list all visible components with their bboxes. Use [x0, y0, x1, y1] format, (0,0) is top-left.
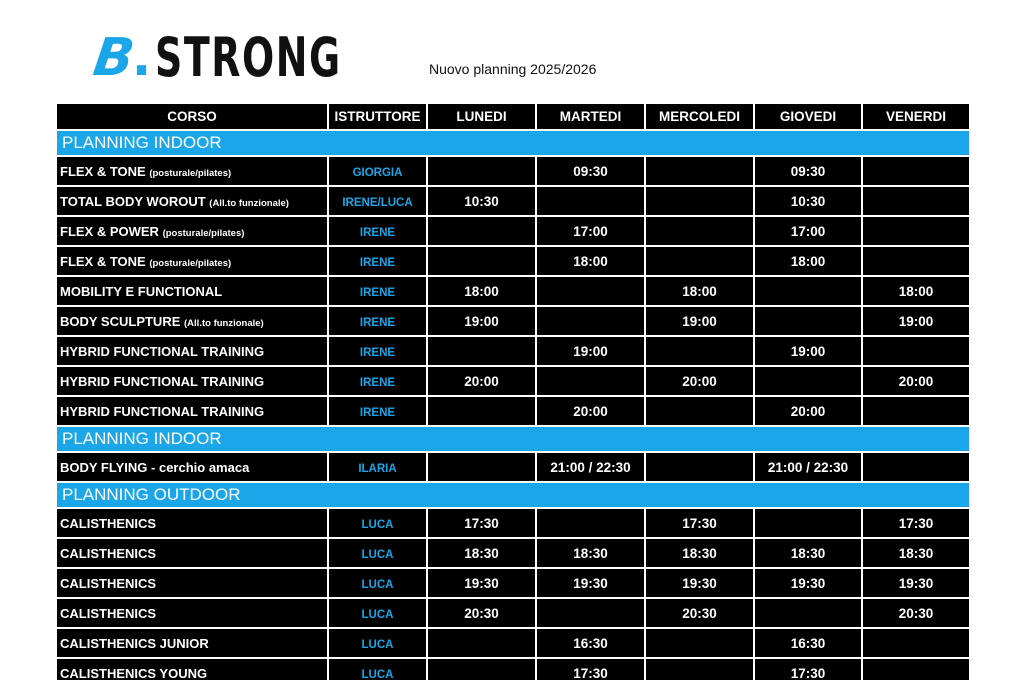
time-cell: 19:30 [536, 568, 645, 598]
time-cell: 17:30 [427, 508, 536, 538]
instructor-cell: LUCA [328, 568, 427, 598]
course-name: CALISTHENICS JUNIOR [60, 635, 209, 651]
time-cell [862, 658, 970, 680]
header-martedi: MARTEDI [536, 103, 645, 130]
instructor-cell: LUCA [328, 598, 427, 628]
table-row [56, 186, 970, 216]
time-cell: 19:30 [754, 568, 862, 598]
instructor-cell: IRENE [328, 396, 427, 426]
time-cell: 10:30 [427, 186, 536, 216]
time-cell [645, 658, 754, 680]
course-cell [56, 598, 328, 628]
time-cell: 17:30 [536, 658, 645, 680]
time-cell [536, 508, 645, 538]
time-cell: 21:00 / 22:30 [536, 452, 645, 482]
time-cell: 20:00 [754, 396, 862, 426]
time-cell [862, 216, 970, 246]
time-cell: 20:00 [427, 366, 536, 396]
time-cell: 16:30 [754, 628, 862, 658]
time-cell: 17:30 [645, 508, 754, 538]
time-cell [645, 156, 754, 186]
table-row [56, 336, 970, 366]
logo-b: B [89, 28, 136, 88]
time-cell [427, 628, 536, 658]
table-row [56, 396, 970, 426]
time-cell: 20:00 [862, 366, 970, 396]
header-venerdi: VENERDI [862, 103, 970, 130]
time-cell [427, 216, 536, 246]
course-cell [56, 538, 328, 568]
table-row [56, 598, 970, 628]
header-mercoledi: MERCOLEDI [645, 103, 754, 130]
time-cell: 19:00 [754, 336, 862, 366]
time-cell [427, 336, 536, 366]
time-cell [427, 396, 536, 426]
table-row [56, 538, 970, 568]
schedule-table [55, 102, 971, 680]
instructor-cell: IRENE/LUCA [328, 186, 427, 216]
time-cell: 18:00 [427, 276, 536, 306]
time-cell [862, 186, 970, 216]
time-cell: 18:30 [862, 538, 970, 568]
page-subtitle: Nuovo planning 2025/2026 [429, 61, 597, 77]
course-cell [56, 568, 328, 598]
instructor-cell: GIORGIA [328, 156, 427, 186]
course-cell [56, 628, 328, 658]
course-name: CALISTHENICS [60, 545, 157, 561]
header-istruttore: ISTRUTTORE [328, 103, 427, 130]
course-cell [56, 396, 328, 426]
time-cell: 18:00 [645, 276, 754, 306]
time-cell: 16:30 [536, 628, 645, 658]
time-cell: 20:30 [645, 598, 754, 628]
time-cell: 20:30 [427, 598, 536, 628]
time-cell: 18:00 [536, 246, 645, 276]
time-cell [645, 216, 754, 246]
instructor-cell: LUCA [328, 628, 427, 658]
course-cell [56, 216, 328, 246]
time-cell [862, 396, 970, 426]
time-cell [645, 186, 754, 216]
course-name: BODY FLYING - cerchio amaca [60, 459, 250, 475]
time-cell: 19:30 [645, 568, 754, 598]
time-cell: 19:00 [862, 306, 970, 336]
course-name: BODY SCULPTURE [60, 313, 181, 329]
course-name: CALISTHENICS [60, 515, 157, 531]
time-cell: 10:30 [754, 186, 862, 216]
time-cell: 17:00 [536, 216, 645, 246]
table-row [56, 658, 970, 680]
time-cell: 19:00 [645, 306, 754, 336]
course-name: FLEX & TONE [60, 253, 146, 269]
header-lunedi: LUNEDI [427, 103, 536, 130]
course-name: MOBILITY E FUNCTIONAL [60, 283, 223, 299]
table-row [56, 246, 970, 276]
time-cell: 17:30 [754, 658, 862, 680]
instructor-cell: IRENE [328, 336, 427, 366]
time-cell: 19:30 [862, 568, 970, 598]
time-cell [427, 452, 536, 482]
time-cell [536, 598, 645, 628]
schedule-body [56, 130, 970, 680]
header-corso: CORSO [56, 103, 328, 130]
time-cell [536, 306, 645, 336]
instructor-cell: IRENE [328, 216, 427, 246]
instructor-cell: LUCA [328, 508, 427, 538]
course-name: FLEX & TONE [60, 163, 146, 179]
time-cell: 19:30 [427, 568, 536, 598]
header-row [56, 103, 970, 130]
course-name: CALISTHENICS [60, 605, 157, 621]
table-row [56, 568, 970, 598]
time-cell [754, 306, 862, 336]
course-cell [56, 508, 328, 538]
time-cell: 20:00 [645, 366, 754, 396]
course-cell [56, 276, 328, 306]
table-row [56, 216, 970, 246]
time-cell [862, 246, 970, 276]
course-cell [56, 366, 328, 396]
course-note: (posturale/pilates) [149, 257, 232, 269]
course-cell [56, 336, 328, 366]
course-note: (All.to funzionale) [209, 197, 289, 209]
course-cell [56, 658, 328, 680]
table-row [56, 628, 970, 658]
instructor-cell: ILARIA [328, 452, 427, 482]
section-title: PLANNING OUTDOOR [56, 482, 970, 508]
course-name: FLEX & POWER [60, 223, 159, 239]
course-name: TOTAL BODY WOROUT [60, 193, 206, 209]
course-cell [56, 186, 328, 216]
time-cell [754, 508, 862, 538]
course-name: CALISTHENICS [60, 575, 157, 591]
time-cell: 18:00 [754, 246, 862, 276]
time-cell [862, 628, 970, 658]
section-title: PLANNING INDOOR [56, 426, 970, 452]
section-title: PLANNING INDOOR [56, 130, 970, 156]
time-cell [427, 156, 536, 186]
instructor-cell: IRENE [328, 366, 427, 396]
table-row [56, 452, 970, 482]
time-cell: 18:30 [645, 538, 754, 568]
course-cell [56, 306, 328, 336]
time-cell [536, 276, 645, 306]
time-cell [427, 246, 536, 276]
time-cell [645, 452, 754, 482]
instructor-cell: IRENE [328, 306, 427, 336]
logo-dot: . [131, 28, 152, 88]
course-cell [56, 246, 328, 276]
time-cell: 17:30 [862, 508, 970, 538]
course-note: (posturale/pilates) [162, 227, 245, 239]
logo-strong: STRONG [155, 26, 343, 89]
course-note: (All.to funzionale) [184, 317, 264, 329]
table-row [56, 366, 970, 396]
time-cell [645, 396, 754, 426]
time-cell [645, 246, 754, 276]
course-cell [56, 452, 328, 482]
time-cell [862, 336, 970, 366]
time-cell [862, 452, 970, 482]
time-cell [754, 598, 862, 628]
time-cell [427, 658, 536, 680]
section-row [56, 130, 970, 156]
time-cell: 09:30 [754, 156, 862, 186]
course-name: HYBRID FUNCTIONAL TRAINING [60, 343, 265, 359]
time-cell: 19:00 [536, 336, 645, 366]
time-cell [645, 336, 754, 366]
time-cell: 20:30 [862, 598, 970, 628]
time-cell: 09:30 [536, 156, 645, 186]
time-cell [536, 186, 645, 216]
time-cell: 18:30 [536, 538, 645, 568]
time-cell [754, 276, 862, 306]
table-row [56, 276, 970, 306]
section-row [56, 426, 970, 452]
instructor-cell: LUCA [328, 658, 427, 680]
time-cell: 17:00 [754, 216, 862, 246]
time-cell: 19:00 [427, 306, 536, 336]
instructor-cell: LUCA [328, 538, 427, 568]
table-row [56, 156, 970, 186]
time-cell [536, 366, 645, 396]
instructor-cell: IRENE [328, 246, 427, 276]
time-cell: 18:00 [862, 276, 970, 306]
time-cell [754, 366, 862, 396]
course-note: (posturale/pilates) [149, 167, 232, 179]
time-cell: 18:30 [754, 538, 862, 568]
course-name: CALISTHENICS YOUNG [60, 665, 208, 680]
time-cell: 21:00 / 22:30 [754, 452, 862, 482]
brand-logo [89, 22, 395, 89]
course-cell [56, 156, 328, 186]
instructor-cell: IRENE [328, 276, 427, 306]
time-cell: 18:30 [427, 538, 536, 568]
section-row [56, 482, 970, 508]
time-cell [862, 156, 970, 186]
table-row [56, 508, 970, 538]
course-name: HYBRID FUNCTIONAL TRAINING [60, 373, 265, 389]
time-cell: 20:00 [536, 396, 645, 426]
time-cell [645, 628, 754, 658]
course-name: HYBRID FUNCTIONAL TRAINING [60, 403, 265, 419]
table-row [56, 306, 970, 336]
header-giovedi: GIOVEDI [754, 103, 862, 130]
